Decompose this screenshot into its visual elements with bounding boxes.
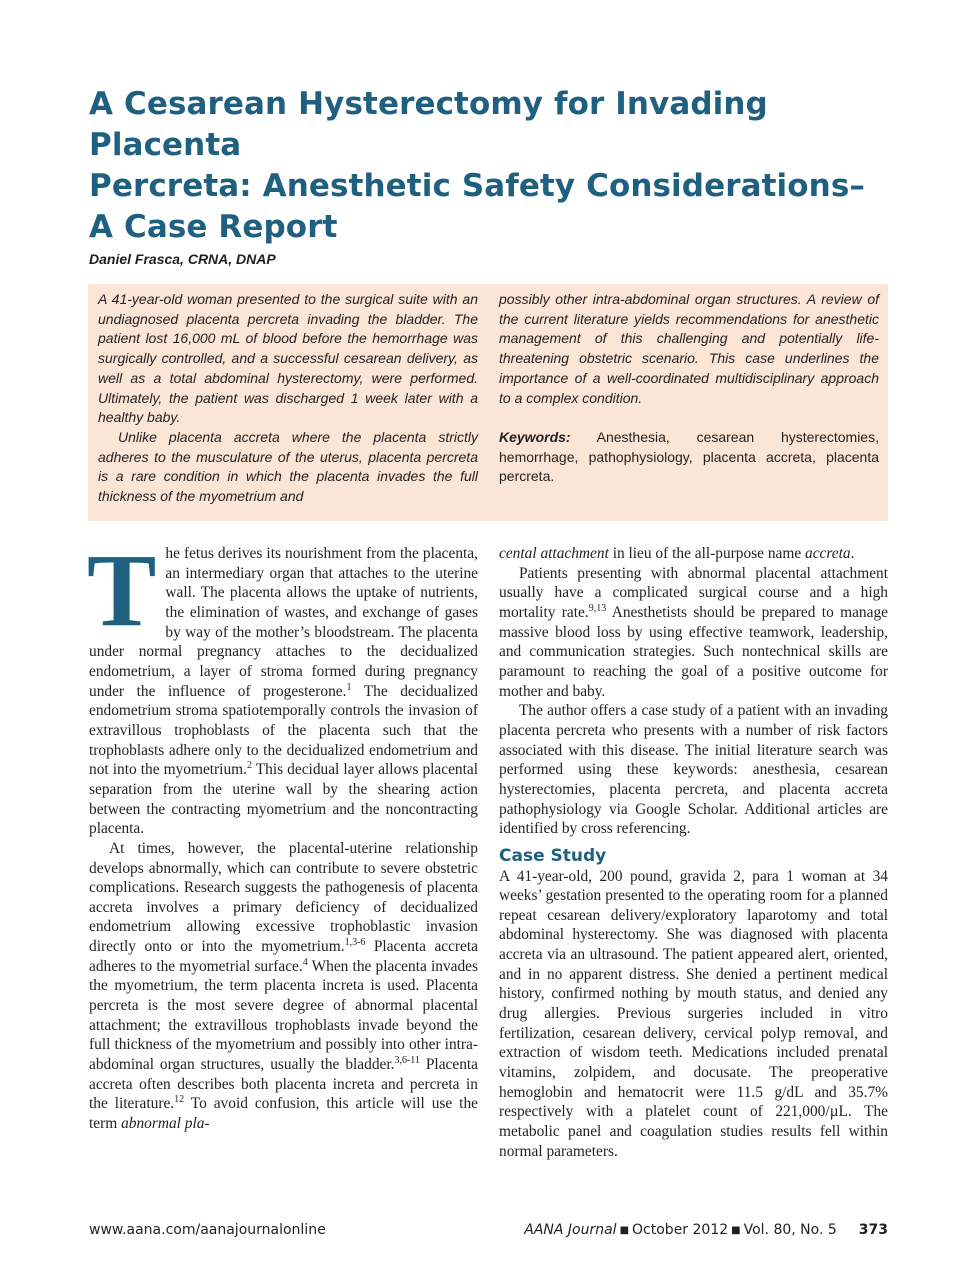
italic-term: cental attachment: [499, 545, 609, 562]
citation: 9,13: [588, 602, 607, 614]
issue-date: October 2012: [632, 1222, 729, 1238]
keywords-label: Keywords:: [499, 428, 571, 445]
body-text: The decidualized endometrium stroma spatiotemporally controls the invasion of extravillous trophoblasts of the placenta such that the trophoblasts adhere only to the decidualized endometrium and not into the myometrium.: [89, 682, 478, 779]
body-paragraph: A 41-year-old, 200 pound, gravida 2, para 1 woman at 34 weeks’ gestation presented to the operating room for a planned repeat cesarean delivery/exploratory laparotomy and total abdominal hysterectomy. She was diagnosed with placenta accreta via an ultrasound. The patient appeared alert, oriented, and in no apparent distress. She denied a pertinent medical history, confirmed nothing by mouth status, and denied any drug allergies. Previous surgeries included in vitro fertilization, cesarean delivery, cervical polyp removal, and extraction of wisdom teeth. Medications included prenatal vitamins, zolpidem, and docusate. The preoperative hemoglobin and hematocrit were 11.5 g/dL and 35.7% respectively with a platelet count of 221,000/µL. The metabolic panel and coagulation studies results fell within normal parameters.: [499, 867, 888, 1160]
separator-square: ■: [731, 1225, 741, 1236]
body-text: Anesthetists should be prepared to manage massive blood loss by using effective teamwork, leadership, and communication strategies. Such nontechnical skills are paramount to reaching the goal of a positive outcome for mother and baby.: [499, 603, 888, 700]
body-text: he fetus derives its nourishment from the placenta, an intermediary organ that attaches to the uterine wall. The placenta allows the uptake of nutrients, the elimination of wastes, and exchange of gases by way of the mother’s bloodstream. The placenta under normal pregnancy attaches to the decidualized endometrium, a layer of stroma formed during pregnancy under the influence of progesterone.: [89, 545, 478, 700]
body-text: At times, however, the placental-uterine relationship develops abnormally, which can contribute to severe obstetric complications. Research suggests the pathogenesis of placenta accreta involves a primary deficiency of decidualized endometrium allowing excessive trophoblastic invasion directly onto or into the myometrium.: [89, 839, 478, 956]
italic-term: accreta: [805, 545, 851, 562]
abstract-paragraph: Unlike placenta accreta where the placenta strictly adheres to the musculature of the uterus, placenta percreta is a rare condition in which the placenta invades the full thickness of the myometrium and: [98, 428, 478, 505]
keywords: [499, 428, 879, 487]
body-paragraph: [87, 533, 478, 839]
abstract-paragraph-continued: possibly other intra-abdominal organ structures. A review of the current literature yields recommendations for anesthetic management of this challenging and potentially life-threatening obstetric scenario. This case underlines the importance of a well-coordinated multidisciplinary approach to a complex condition.: [499, 291, 879, 406]
title-line: A Cesarean Hysterectomy for Invading Placenta: [89, 86, 768, 163]
page-number: 373: [858, 1222, 888, 1238]
abstract-box: [88, 284, 888, 521]
body-right-column: [499, 544, 888, 1161]
italic-term: abnormal pla-: [121, 1115, 210, 1133]
article-title: [89, 84, 909, 248]
abstract-paragraph: A 41-year-old woman presented to the surgical suite with an undiagnosed placenta percreta invading the bladder. The patient lost 16,000 mL of blood before the hemorrhage was surgically controlled, and a successful cesarean delivery, as well as a total abdominal hysterectomy, were performed. Ultimately, the patient was discharged 1 week later with a healthy baby.: [98, 291, 478, 426]
body-text: This decidual layer allows placental separation from the uterine wall by the shearing action between the contracting myometrium and the noncontracting placenta.: [89, 761, 478, 838]
body-text: When the placenta invades the myometrium, the term placenta increta is used. Placenta percreta is the most severe degree of abnormal placental attachment; the extravillous trophoblasts invade beyond the full thickness of the myometrium and possibly into other intra-abdominal organ structures, usually the bladder.: [89, 957, 478, 1074]
drop-cap: T: [87, 533, 157, 648]
journal-name: AANA Journal: [524, 1222, 617, 1238]
body-text: Placenta accreta adheres to the myometrial surface.: [89, 938, 478, 975]
citation: 3,6-11: [394, 1055, 420, 1067]
citation: 4: [302, 956, 308, 968]
citation: 12: [174, 1094, 185, 1106]
volume-number: Vol. 80, No. 5: [743, 1222, 837, 1238]
author-byline: Daniel Frasca, CRNA, DNAP: [89, 251, 276, 267]
abstract-right-column: [499, 290, 879, 487]
body-text: .: [850, 545, 855, 562]
body-paragraph: The author offers a case study of a patient with an invading placenta percreta who presents with a number of risk factors associated with this disease. The initial literature search was performed using these keywords: anesthesia, cesarean hysterectomies, placenta percreta, and placenta accreta pathophysiology via Google Scholar. Additional articles are identified by cross referencing.: [499, 702, 888, 838]
footer-citation: [524, 1222, 888, 1238]
keywords-list: Anesthesia, cesarean hysterectomies, hemorrhage, pathophysiology, placenta accreta, placenta percreta.: [499, 428, 879, 485]
citation: 1,3-6: [344, 937, 366, 949]
body-paragraph-continued: [499, 544, 888, 564]
separator-square: ■: [619, 1225, 630, 1236]
citation: 2: [246, 760, 252, 772]
title-line: Percreta: Anesthetic Safety Considerations–: [89, 168, 865, 204]
body-left-column: [87, 533, 478, 1134]
body-text: Patients presenting with abnormal placental attachment usually have a complicated surgical course and a high mortality rate.: [499, 564, 888, 621]
title-line: A Case Report: [89, 209, 338, 245]
body-text: Placenta accreta often describes both placenta increta and percreta in the literature.: [89, 1056, 478, 1113]
journal-url-link[interactable]: www.aana.com/aanajournalonline: [89, 1222, 326, 1238]
section-heading: Case Study: [499, 845, 607, 866]
body-text: To avoid confusion, this article will use the term: [89, 1095, 478, 1133]
citation: 1: [346, 681, 352, 693]
body-paragraph: [89, 839, 478, 1134]
abstract-left-column: [98, 290, 478, 507]
body-text: in lieu of the all-purpose name: [608, 545, 806, 562]
body-paragraph: [499, 564, 888, 702]
